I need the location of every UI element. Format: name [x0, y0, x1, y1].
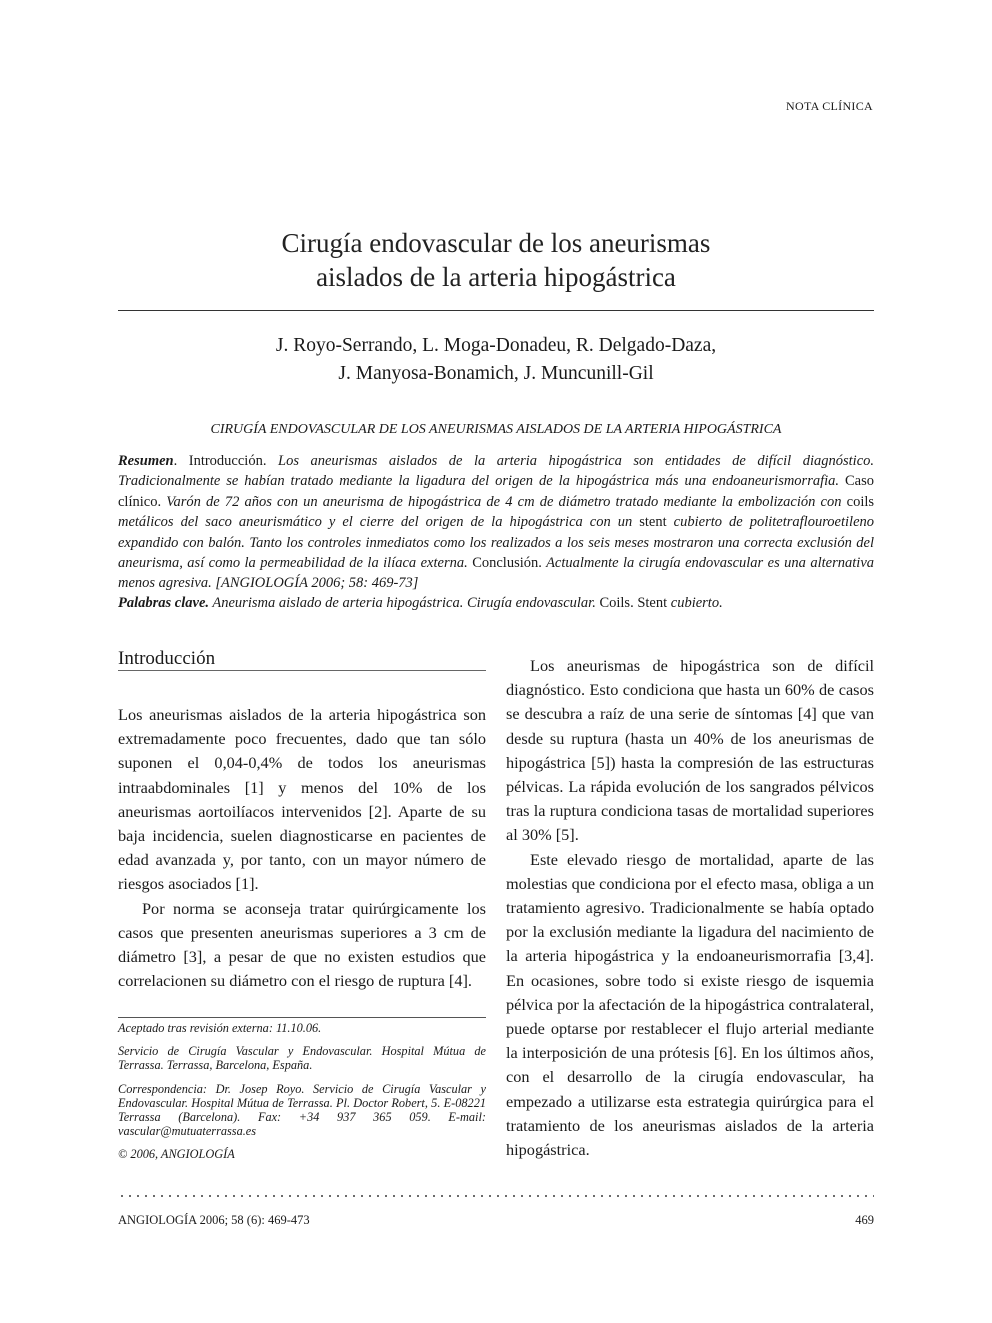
case-text-c: cubierto de politetraflouroetileno expandido con balón. Tanto los controles inmediatos como los realizados a los seis meses mostraron una correcta exclusión del aneurisma, así como la permeabilidad de la ilíaca externa.	[118, 514, 875, 572]
right-paragraph-2: Este elevado riesgo de mortalidad, aparte de las molestias que condiciona por el efecto masa, obliga a un tratamiento agresivo. Tradicionalmente se había optado por la exclusión mediante la ligadura del nacimiento de la arteria hipogástrica y la endoaneurismorrafia [3,4]. En ocasiones, sobre todo si existe riesgo de isquemia pélvica por la afectación de la hipogástrica contralateral, puede optarse por restablecer el flujo arterial mediante la interposición de una prótesis [6]. En los últimos años, con el desarrollo de la cirugía endovascular, ha empezado a utilizarse esta estrategia quirúrgica para el tratamiento de los aneurismas aislados de la arteria hipogástrica.	[506, 849, 875, 1160]
title-line-1: Cirugía endovascular de los aneurismas	[281, 228, 711, 258]
abstract-body: Resumen. Introducción. Los aneurismas aislados de la arteria hipogástrica son entidades de difícil diagnóstico. Tradicionalmente se habían tratado mediante la ligadura del origen de la hipogástrica más una endoaneurismorrafia. Caso clínico. Varón de 72 años con un aneurisma de hipogástrica de 4 cm de diámetro tratado mediante la embolización con coils metálicos del saco aneurismático y el cierre del origen de la hipogástrica con un stent cubierto de politetraflouroetileno expandido con balón. Tanto los controles inmediatos como los realizados a los seis meses mostraron una correcta exclusión del aneurisma, así como la permeabilidad de la ilíaca externa. Conclusión. Actualmente la cirugía endovascular es una alternativa menos agresiva. [ANGIOLOGÍA 2006; 58: 469-73]	[118, 453, 875, 592]
intro-text: Los aneurismas aislados de la arteria hipogástrica son entidades de difícil diagnóstico. Tradicionalmente se habían tratado mediante la ligadura del origen de la hipogástrica más una endoaneurismorrafia.	[118, 453, 875, 490]
journal-citation: ANGIOLOGÍA 2006; 58 (6): 469-473	[118, 1213, 310, 1227]
keywords-text-a: Aneurisma aislado de arteria hipogástrica. Cirugía endovascular.	[212, 595, 596, 611]
conclusion-text: Actualmente la cirugía endovascular es una alternativa menos agresiva. [ANGIOLOGÍA 2006; 58: 469-73]	[118, 555, 874, 592]
page-number: 469	[855, 1213, 874, 1227]
conclusion-label: Conclusión.	[472, 555, 542, 572]
intro-heading-rule	[118, 670, 486, 671]
keywords-label: Palabras clave.	[118, 595, 210, 611]
title-line-2: aislados de la arteria hipogástrica	[316, 262, 676, 292]
copyright-note: © 2006, ANGIOLOGÍA	[118, 1147, 235, 1162]
abstract-title: CIRUGÍA ENDOVASCULAR DE LOS ANEURISMAS AISLADOS DE LA ARTERIA HIPOGÁSTRICA	[210, 422, 782, 437]
left-column-text	[118, 703, 486, 993]
correspondence-note: Correspondencia: Dr. Josep Royo. Servicio de Cirugía Vascular y Endovascular. Hospital Mútua de Terrassa. Pl. Doctor Robert, 5. E-08221 Terrassa (Barcelona). Fax: +34 937 365 059. E-mail: vascular@mutuaterrassa.es	[118, 1081, 486, 1139]
footnotes	[118, 1021, 486, 1171]
left-paragraph-1: Los aneurismas aislados de la arteria hipogástrica son extremadamente poco frecuentes, dado que tan sólo suponen el 0,04-0,4% de todos los aneurismas intraabdominales [1] y menos del 10% de los aneurismas aortoilíacos intervenidos [2]. Aparte de su baja incidencia, suelen diagnosticarse en pacientes de edad avanzada y, por tanto, con un mayor número de riesgos asociados [1].	[118, 705, 486, 894]
right-paragraph-1: Los aneurismas de hipogástrica son de difícil diagnóstico. Esto condiciona que hasta un 60% de casos se descubra a raíz de una serie de síntomas [4] que van desde su ruptura (hasta un 40% de los aneurismas de hipogástrica [5]) hasta la compresión de las estructuras pélvicas. La rápida evolución de los sangrados pélvicos tras la ruptura condiciona tasas de mortalidad superiores al 30% [5].	[506, 656, 874, 845]
affiliation-note: Servicio de Cirugía Vascular y Endovascular. Hospital Mútua de Terrassa. Terrassa, Barcelona, España.	[118, 1044, 486, 1073]
accepted-note: Aceptado tras revisión externa: 11.10.06.	[118, 1021, 322, 1035]
left-paragraph-2: Por norma se aconseja tratar quirúrgicamente los casos que presenten aneurismas superiores a 3 cm de diámetro [3], a pesar de que no existen estudios que correlacionen su diámetro con el riesgo de ruptura [4].	[118, 898, 486, 991]
right-column-text	[506, 654, 874, 1162]
footnote-divider	[118, 1017, 486, 1018]
title-divider	[118, 310, 874, 311]
intro-label: Introducción.	[188, 453, 267, 469]
stent-word: stent	[639, 514, 667, 531]
keywords-coils: Coils.	[599, 595, 634, 611]
keywords-text-b: cubierto.	[670, 595, 723, 611]
case-text-b: metálicos del saco aneurismático y el cierre del origen de la hipogástrica con un	[118, 514, 633, 531]
article-title	[118, 226, 874, 294]
intro-heading: Introducción	[118, 648, 216, 669]
abstract-label: Resumen	[118, 453, 174, 469]
case-label: Caso clínico.	[118, 473, 874, 510]
authors-line-1: J. Royo-Serrando, L. Moga-Donadeu, R. Delgado-Daza,	[275, 335, 717, 356]
case-text-a: Varón de 72 años con un aneurisma de hipogástrica de 4 cm de diámetro tratado mediante la embolización con	[166, 493, 842, 510]
keywords-stent: Stent	[637, 595, 668, 611]
authors-line-2: J. Manyosa-Bonamich, J. Muncunill-Gil	[338, 363, 654, 384]
coils-word: coils	[846, 493, 875, 510]
footer-dotted-rule	[118, 1195, 874, 1197]
author-list	[118, 332, 874, 388]
section-label: NOTA CLÍNICA	[786, 99, 873, 113]
keywords	[118, 593, 874, 613]
